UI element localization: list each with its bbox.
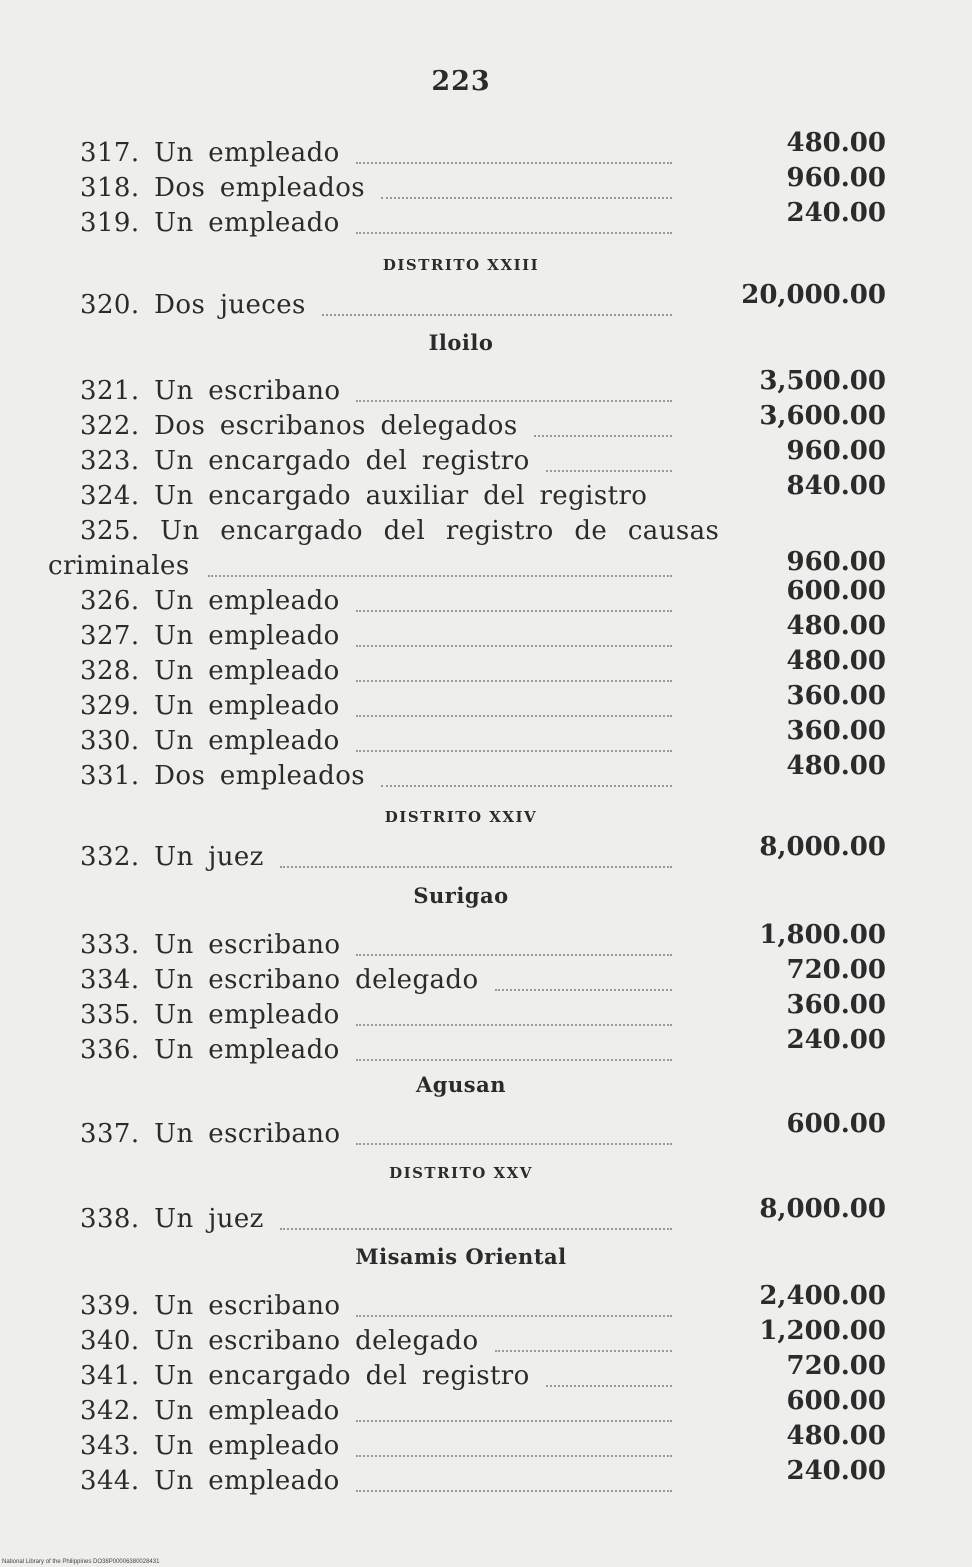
- entry-text: Un escribano: [154, 1119, 341, 1149]
- entry-label: [80, 761, 365, 791]
- entry-text: Un escribano delegado: [154, 1326, 479, 1356]
- entry-row: [0, 280, 972, 322]
- entry-label: [80, 1361, 530, 1391]
- section-heading: Agusan: [416, 1072, 506, 1097]
- entry-text: Un juez: [154, 1204, 264, 1234]
- entry-label: [80, 376, 340, 406]
- entry-label: [80, 586, 340, 616]
- leader-dots: [356, 162, 672, 164]
- entry-number: 327.: [80, 621, 140, 651]
- entry-text: Un empleado: [154, 656, 340, 686]
- section-heading: DISTRITO XXV: [389, 1164, 533, 1182]
- entry-text: Un encargado del registro: [154, 1361, 530, 1391]
- leader-dots: [356, 1059, 672, 1061]
- entry-amount: 3,600.00: [759, 401, 886, 431]
- entry-amount: 480.00: [786, 751, 886, 781]
- section-heading: Surigao: [413, 883, 509, 908]
- entry-text: Un empleado: [154, 621, 340, 651]
- page-number: 223: [431, 66, 491, 97]
- entry-label: [80, 656, 340, 686]
- entry-row: [0, 198, 972, 240]
- entry-text: Un empleado: [154, 1431, 340, 1461]
- leader-dots: [356, 1455, 672, 1457]
- entry-number: 343.: [80, 1431, 140, 1461]
- entry-amount: 8,000.00: [759, 1194, 886, 1224]
- entry-amount: 840.00: [786, 471, 886, 501]
- entry-text: Dos escribanos delegados: [154, 411, 518, 441]
- entry-number: 331.: [80, 761, 140, 791]
- entry-amount: 2,400.00: [759, 1281, 886, 1311]
- entry-label: [80, 1204, 264, 1234]
- entry-label: [80, 691, 340, 721]
- leader-dots: [208, 575, 672, 577]
- entry-text: Un empleado: [154, 1035, 340, 1065]
- entry-amount: 360.00: [786, 681, 886, 711]
- entry-amount: 3,500.00: [759, 366, 886, 396]
- entry-row: [0, 832, 972, 874]
- leader-dots: [356, 232, 672, 234]
- entry-row: [0, 512, 972, 548]
- entry-label: [80, 138, 340, 168]
- section-heading: DISTRITO XXIII: [382, 256, 540, 274]
- entry-label: [80, 1035, 340, 1065]
- leader-dots: [356, 954, 672, 956]
- entry-text: Un empleado: [154, 1466, 340, 1496]
- entry-amount: 480.00: [786, 1421, 886, 1451]
- entry-amount: 240.00: [786, 1025, 886, 1055]
- entry-text: Un empleado: [154, 1000, 340, 1030]
- scan-footer: National Library of the Philippines DO38P00006380028431: [2, 1559, 160, 1565]
- entry-row: [0, 1456, 972, 1498]
- entry-text: Un escribano: [154, 1291, 341, 1321]
- leader-dots: [546, 470, 672, 472]
- entry-row: [0, 471, 972, 513]
- entry-amount: 1,200.00: [759, 1316, 886, 1346]
- entry-amount: 600.00: [786, 576, 886, 606]
- entry-row: [0, 1025, 972, 1067]
- entry-amount: 960.00: [786, 163, 886, 193]
- entry-amount: 480.00: [786, 646, 886, 676]
- leader-dots: [280, 1228, 672, 1230]
- entry-amount: 360.00: [786, 990, 886, 1020]
- leader-dots: [495, 989, 672, 991]
- leader-dots: [356, 1024, 672, 1026]
- leader-dots: [356, 400, 672, 402]
- leader-dots: [356, 1143, 672, 1145]
- entry-number: 325.: [80, 516, 140, 546]
- entry-label: [80, 1396, 340, 1426]
- entry-text: Un escribano: [154, 376, 341, 406]
- entry-label: [80, 1431, 340, 1461]
- entry-amount: 600.00: [786, 1109, 886, 1139]
- leader-dots: [356, 750, 672, 752]
- entry-label: [80, 621, 340, 651]
- leader-dots: [356, 1420, 672, 1422]
- leader-dots: [495, 1350, 672, 1352]
- entry-text: Un empleado: [154, 726, 340, 756]
- leader-dots: [356, 1490, 672, 1492]
- entry-amount: 360.00: [786, 716, 886, 746]
- entry-label: [80, 516, 719, 546]
- entry-text: Un encargado auxiliar del registro: [154, 481, 648, 511]
- section-heading: DISTRITO XXIV: [384, 808, 538, 826]
- entry-label: [80, 1000, 340, 1030]
- entry-amount: 720.00: [786, 1351, 886, 1381]
- entry-number: 322.: [80, 411, 140, 441]
- entry-label: [80, 411, 518, 441]
- leader-dots: [356, 645, 672, 647]
- entry-amount: 480.00: [786, 128, 886, 158]
- entry-label: [80, 446, 530, 476]
- entry-amount: 1,800.00: [759, 920, 886, 950]
- leader-dots: [546, 1385, 672, 1387]
- leader-dots: [280, 866, 672, 868]
- entry-number: 319.: [80, 208, 140, 238]
- entry-number: 333.: [80, 930, 140, 960]
- entry-number: 330.: [80, 726, 140, 756]
- entry-text: Un empleado: [154, 1396, 340, 1426]
- entry-amount: 8,000.00: [759, 832, 886, 862]
- entry-text: Un encargado del registro: [154, 446, 530, 476]
- entry-text: Un escribano: [154, 930, 341, 960]
- entry-text: Un empleado: [154, 691, 340, 721]
- entry-number: 321.: [80, 376, 140, 406]
- entry-number: 337.: [80, 1119, 140, 1149]
- entry-number: 342.: [80, 1396, 140, 1426]
- entry-number: 332.: [80, 842, 140, 872]
- entry-text: Dos empleados: [154, 173, 366, 203]
- entry-number: 338.: [80, 1204, 140, 1234]
- entry-label: [80, 1119, 340, 1149]
- entry-label: [80, 726, 340, 756]
- section-heading: Misamis Oriental: [355, 1244, 567, 1269]
- leader-dots: [356, 680, 672, 682]
- entry-continuation: criminales: [48, 551, 190, 581]
- entry-text: Un empleado: [154, 138, 340, 168]
- entry-number: 329.: [80, 691, 140, 721]
- entry-number: 317.: [80, 138, 140, 168]
- leader-dots: [381, 197, 672, 199]
- entry-text: Un encargado del registro de causas: [160, 516, 720, 546]
- entry-label: [80, 290, 306, 320]
- entry-number: 326.: [80, 586, 140, 616]
- entry-label: [80, 208, 340, 238]
- entry-number: 344.: [80, 1466, 140, 1496]
- entry-label: [80, 1291, 340, 1321]
- section-heading: Iloilo: [428, 330, 494, 355]
- entry-text: Un escribano delegado: [154, 965, 479, 995]
- leader-dots: [381, 785, 672, 787]
- entry-text: Dos empleados: [154, 761, 366, 791]
- entry-label: [80, 1326, 479, 1356]
- entry-row: [0, 1109, 972, 1151]
- entry-number: 335.: [80, 1000, 140, 1030]
- entry-row: [0, 1194, 972, 1236]
- entry-amount: 960.00: [786, 547, 886, 577]
- entry-label: [80, 930, 340, 960]
- entry-amount: 480.00: [786, 611, 886, 641]
- leader-dots: [534, 435, 672, 437]
- entry-number: 339.: [80, 1291, 140, 1321]
- entry-amount: 600.00: [786, 1386, 886, 1416]
- entry-text: Un empleado: [154, 208, 340, 238]
- entry-amount: 240.00: [786, 198, 886, 228]
- leader-dots: [322, 314, 672, 316]
- entry-number: 340.: [80, 1326, 140, 1356]
- entry-number: 336.: [80, 1035, 140, 1065]
- entry-label: [80, 173, 365, 203]
- leader-dots: [356, 1315, 672, 1317]
- entry-label: [80, 481, 647, 511]
- entry-number: 320.: [80, 290, 140, 320]
- entry-number: 328.: [80, 656, 140, 686]
- entry-label: [80, 965, 479, 995]
- entry-number: 341.: [80, 1361, 140, 1391]
- leader-dots: [356, 610, 672, 612]
- entry-number: 323.: [80, 446, 140, 476]
- entry-number: 324.: [80, 481, 140, 511]
- entry-text: Un empleado: [154, 586, 340, 616]
- entry-number: 318.: [80, 173, 140, 203]
- entry-text: Un juez: [154, 842, 264, 872]
- entry-label: [80, 1466, 340, 1496]
- leader-dots: [356, 715, 672, 717]
- entry-label: [80, 842, 264, 872]
- entry-text: Dos jueces: [154, 290, 306, 320]
- entry-amount: 20,000.00: [741, 280, 886, 310]
- entry-amount: 720.00: [786, 955, 886, 985]
- entry-amount: 960.00: [786, 436, 886, 466]
- entry-number: 334.: [80, 965, 140, 995]
- entry-amount: 240.00: [786, 1456, 886, 1486]
- entry-row: [0, 751, 972, 793]
